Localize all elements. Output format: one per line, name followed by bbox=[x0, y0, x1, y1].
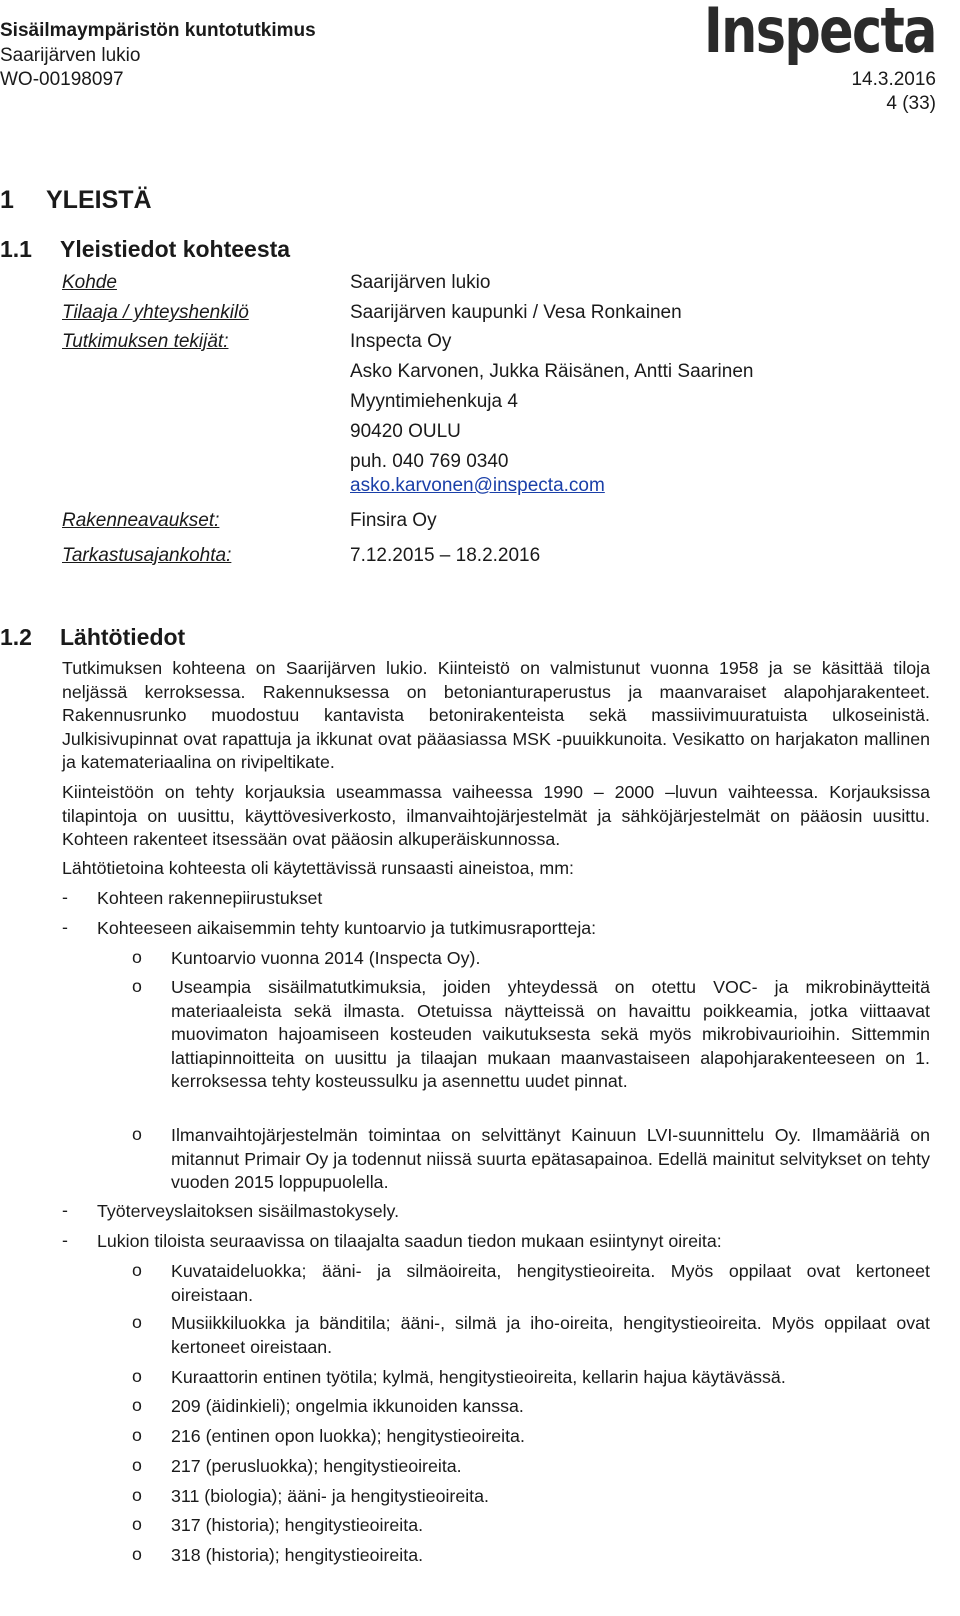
info-value-company: Inspecta Oy bbox=[350, 331, 452, 352]
page-number: 4 (33) bbox=[886, 93, 936, 114]
sub-list-item: Ilmanvaihtojärjestelmän toimintaa on selvittänyt Kainuun LVI-suunnittelu Oy. Ilmamääriä on mitannut Primair Oy ja todennut niissä suurta epätasapainoa. Edellä mainitut selvitykset on tehty vuoden 2015 loppupuolella. bbox=[171, 1125, 930, 1193]
section-heading-1 bbox=[0, 186, 152, 215]
section-number: 1.2 bbox=[0, 624, 32, 650]
sub-bullet-mark: o bbox=[132, 1395, 142, 1415]
info-label-tekijat: Tutkimuksen tekijät: bbox=[62, 331, 229, 352]
info-label-tilaaja: Tilaaja / yhteyshenkilö bbox=[62, 302, 249, 323]
sub-bullet-mark: o bbox=[132, 1455, 142, 1475]
sub-bullet-mark: o bbox=[132, 1124, 142, 1144]
sub-list-item: 209 (äidinkieli); ongelmia ikkunoiden kanssa. bbox=[171, 1396, 524, 1416]
section-title: Yleistiedot kohteesta bbox=[60, 236, 291, 262]
info-value-street: Myyntimiehenkuja 4 bbox=[350, 391, 518, 412]
sub-list-item: 216 (entinen opon luokka); hengitystieoireita. bbox=[171, 1426, 525, 1446]
sub-bullet-mark: o bbox=[132, 1485, 142, 1505]
sub-list-item: 217 (perusluokka); hengitystieoireita. bbox=[171, 1456, 462, 1476]
email-link[interactable]: asko.karvonen@inspecta.com bbox=[350, 475, 605, 496]
paragraph-repairs: Kiinteistöön on tehty korjauksia useammassa vaiheessa 1990 – 2000 –luvun vaihteessa. Korjauksissa tilapintoja on uusittu, käyttövesiverkosto, ilmanvaihtojärjestelmät ja sähköjärjestelmät on pääosin uusittu. Kohteen rakenteet itsessään ovat pääosin alkuperäiskunnossa. bbox=[62, 782, 930, 850]
work-order-number: WO-00198097 bbox=[0, 69, 124, 90]
section-title: Lähtötiedot bbox=[60, 624, 186, 650]
section-title: YLEISTÄ bbox=[46, 186, 152, 214]
list-item: Kohteeseen aikaisemmin tehty kuntoarvio ja tutkimusraportteja: bbox=[97, 918, 597, 938]
section-number: 1.1 bbox=[0, 236, 32, 262]
sub-bullet-mark: o bbox=[132, 1544, 142, 1564]
list-item: Työterveyslaitoksen sisäilmastokysely. bbox=[97, 1201, 400, 1221]
info-value-postal: 90420 OULU bbox=[350, 421, 461, 442]
sub-list-item: Useampia sisäilmatutkimuksia, joiden yhteydessä on otettu VOC- ja mikrobinäytteitä materiaaleista sekä ilmasta. Otetuissa näytteissä on havaittu poikkeamia, jotka viittaavat muovimaton hajoamiseen kosteuden vaikutuksesta sekä myös mikrobivaurioihin. Sittemmin lattiapinnoitteita on uusittu ja tilaajan mukaan maanvastaiseen alapohjarakenteeseen on 1. kerroksessa tehty kosteussulku ja asennettu uudet pinnat. bbox=[171, 977, 930, 1092]
sub-list-item: Kuntoarvio vuonna 2014 (Inspecta Oy). bbox=[171, 948, 481, 968]
info-value-rakenneavaukset: Finsira Oy bbox=[350, 510, 437, 531]
info-label-kohde: Kohde bbox=[62, 272, 117, 293]
info-label-tarkastusajankohta: Tarkastusajankohta: bbox=[62, 545, 232, 566]
sub-list-item: Kuraattorin entinen työtila; kylmä, hengitystieoireita, kellarin hajua käytävässä. bbox=[171, 1367, 786, 1387]
sub-bullet-mark: o bbox=[132, 947, 142, 967]
info-value-tilaaja: Saarijärven kaupunki / Vesa Ronkainen bbox=[350, 302, 682, 323]
paragraph-source-intro: Lähtötietoina kohteesta oli käytettävissä runsaasti aineistoa, mm: bbox=[62, 858, 574, 878]
sub-bullet-mark: o bbox=[132, 1366, 142, 1386]
section-number: 1 bbox=[0, 186, 14, 214]
section-heading-1-1 bbox=[0, 236, 290, 263]
info-value-tarkastusajankohta: 7.12.2015 – 18.2.2016 bbox=[350, 545, 541, 566]
sub-bullet-mark: o bbox=[132, 1260, 142, 1280]
sub-bullet-mark: o bbox=[132, 976, 142, 996]
report-date: 14.3.2016 bbox=[851, 69, 936, 90]
sub-list-item: Musiikkiluokka ja bänditila; ääni-, silmä ja iho-oireita, hengitystieoireita. Myös oppilaat ovat kertoneet oireistaan. bbox=[171, 1313, 930, 1357]
inspecta-logo: Inspecta bbox=[704, 0, 936, 67]
sub-list-item: 318 (historia); hengitystieoireita. bbox=[171, 1545, 424, 1565]
sub-list-item: 311 (biologia); ääni- ja hengitystieoireita. bbox=[171, 1486, 489, 1506]
paragraph-building: Tutkimuksen kohteena on Saarijärven lukio. Kiinteistö on valmistunut vuonna 1958 ja se käsittää tiloja neljässä kerroksessa. Rakennuksessa on betonianturaperustus ja maanvaraiset alapohjarakenteet. Rakennusrunko muodostuu kantavista betonirakenteista sekä massiivimuuratuista ulkoseinistä. Julkisivupinnat ovat rapattuja ja ikkunat ovat pääasiassa MSK -puuikkunoita. Vesikatto on harjakaton mallinen ja katemateriaalina on rivipeltikate. bbox=[62, 658, 930, 773]
sub-list-item: Kuvataideluokka; ääni- ja silmäoireita, hengitystieoireita. Myös oppilaat ovat kertoneet oireistaan. bbox=[171, 1261, 930, 1305]
info-value-phone: puh. 040 769 0340 bbox=[350, 451, 509, 472]
info-label-rakenneavaukset: Rakenneavaukset: bbox=[62, 510, 220, 531]
bullet-mark: - bbox=[62, 887, 68, 907]
bullet-mark: - bbox=[62, 917, 68, 937]
sub-bullet-mark: o bbox=[132, 1514, 142, 1534]
sub-bullet-mark: o bbox=[132, 1312, 142, 1332]
list-item: Lukion tiloista seuraavissa on tilaajalta saadun tiedon mukaan esiintynyt oireita: bbox=[97, 1231, 722, 1251]
report-title: Sisäilmaympäristön kuntotutkimus bbox=[0, 20, 316, 41]
info-value-kohde: Saarijärven lukio bbox=[350, 272, 491, 293]
report-subtitle: Saarijärven lukio bbox=[0, 45, 141, 66]
sub-bullet-mark: o bbox=[132, 1425, 142, 1445]
bullet-mark: - bbox=[62, 1200, 68, 1220]
info-value-persons: Asko Karvonen, Jukka Räisänen, Antti Saarinen bbox=[350, 361, 754, 382]
bullet-mark: - bbox=[62, 1230, 68, 1250]
section-heading-1-2 bbox=[0, 624, 185, 651]
list-item: Kohteen rakennepiirustukset bbox=[97, 888, 323, 908]
sub-list-item: 317 (historia); hengitystieoireita. bbox=[171, 1515, 424, 1535]
